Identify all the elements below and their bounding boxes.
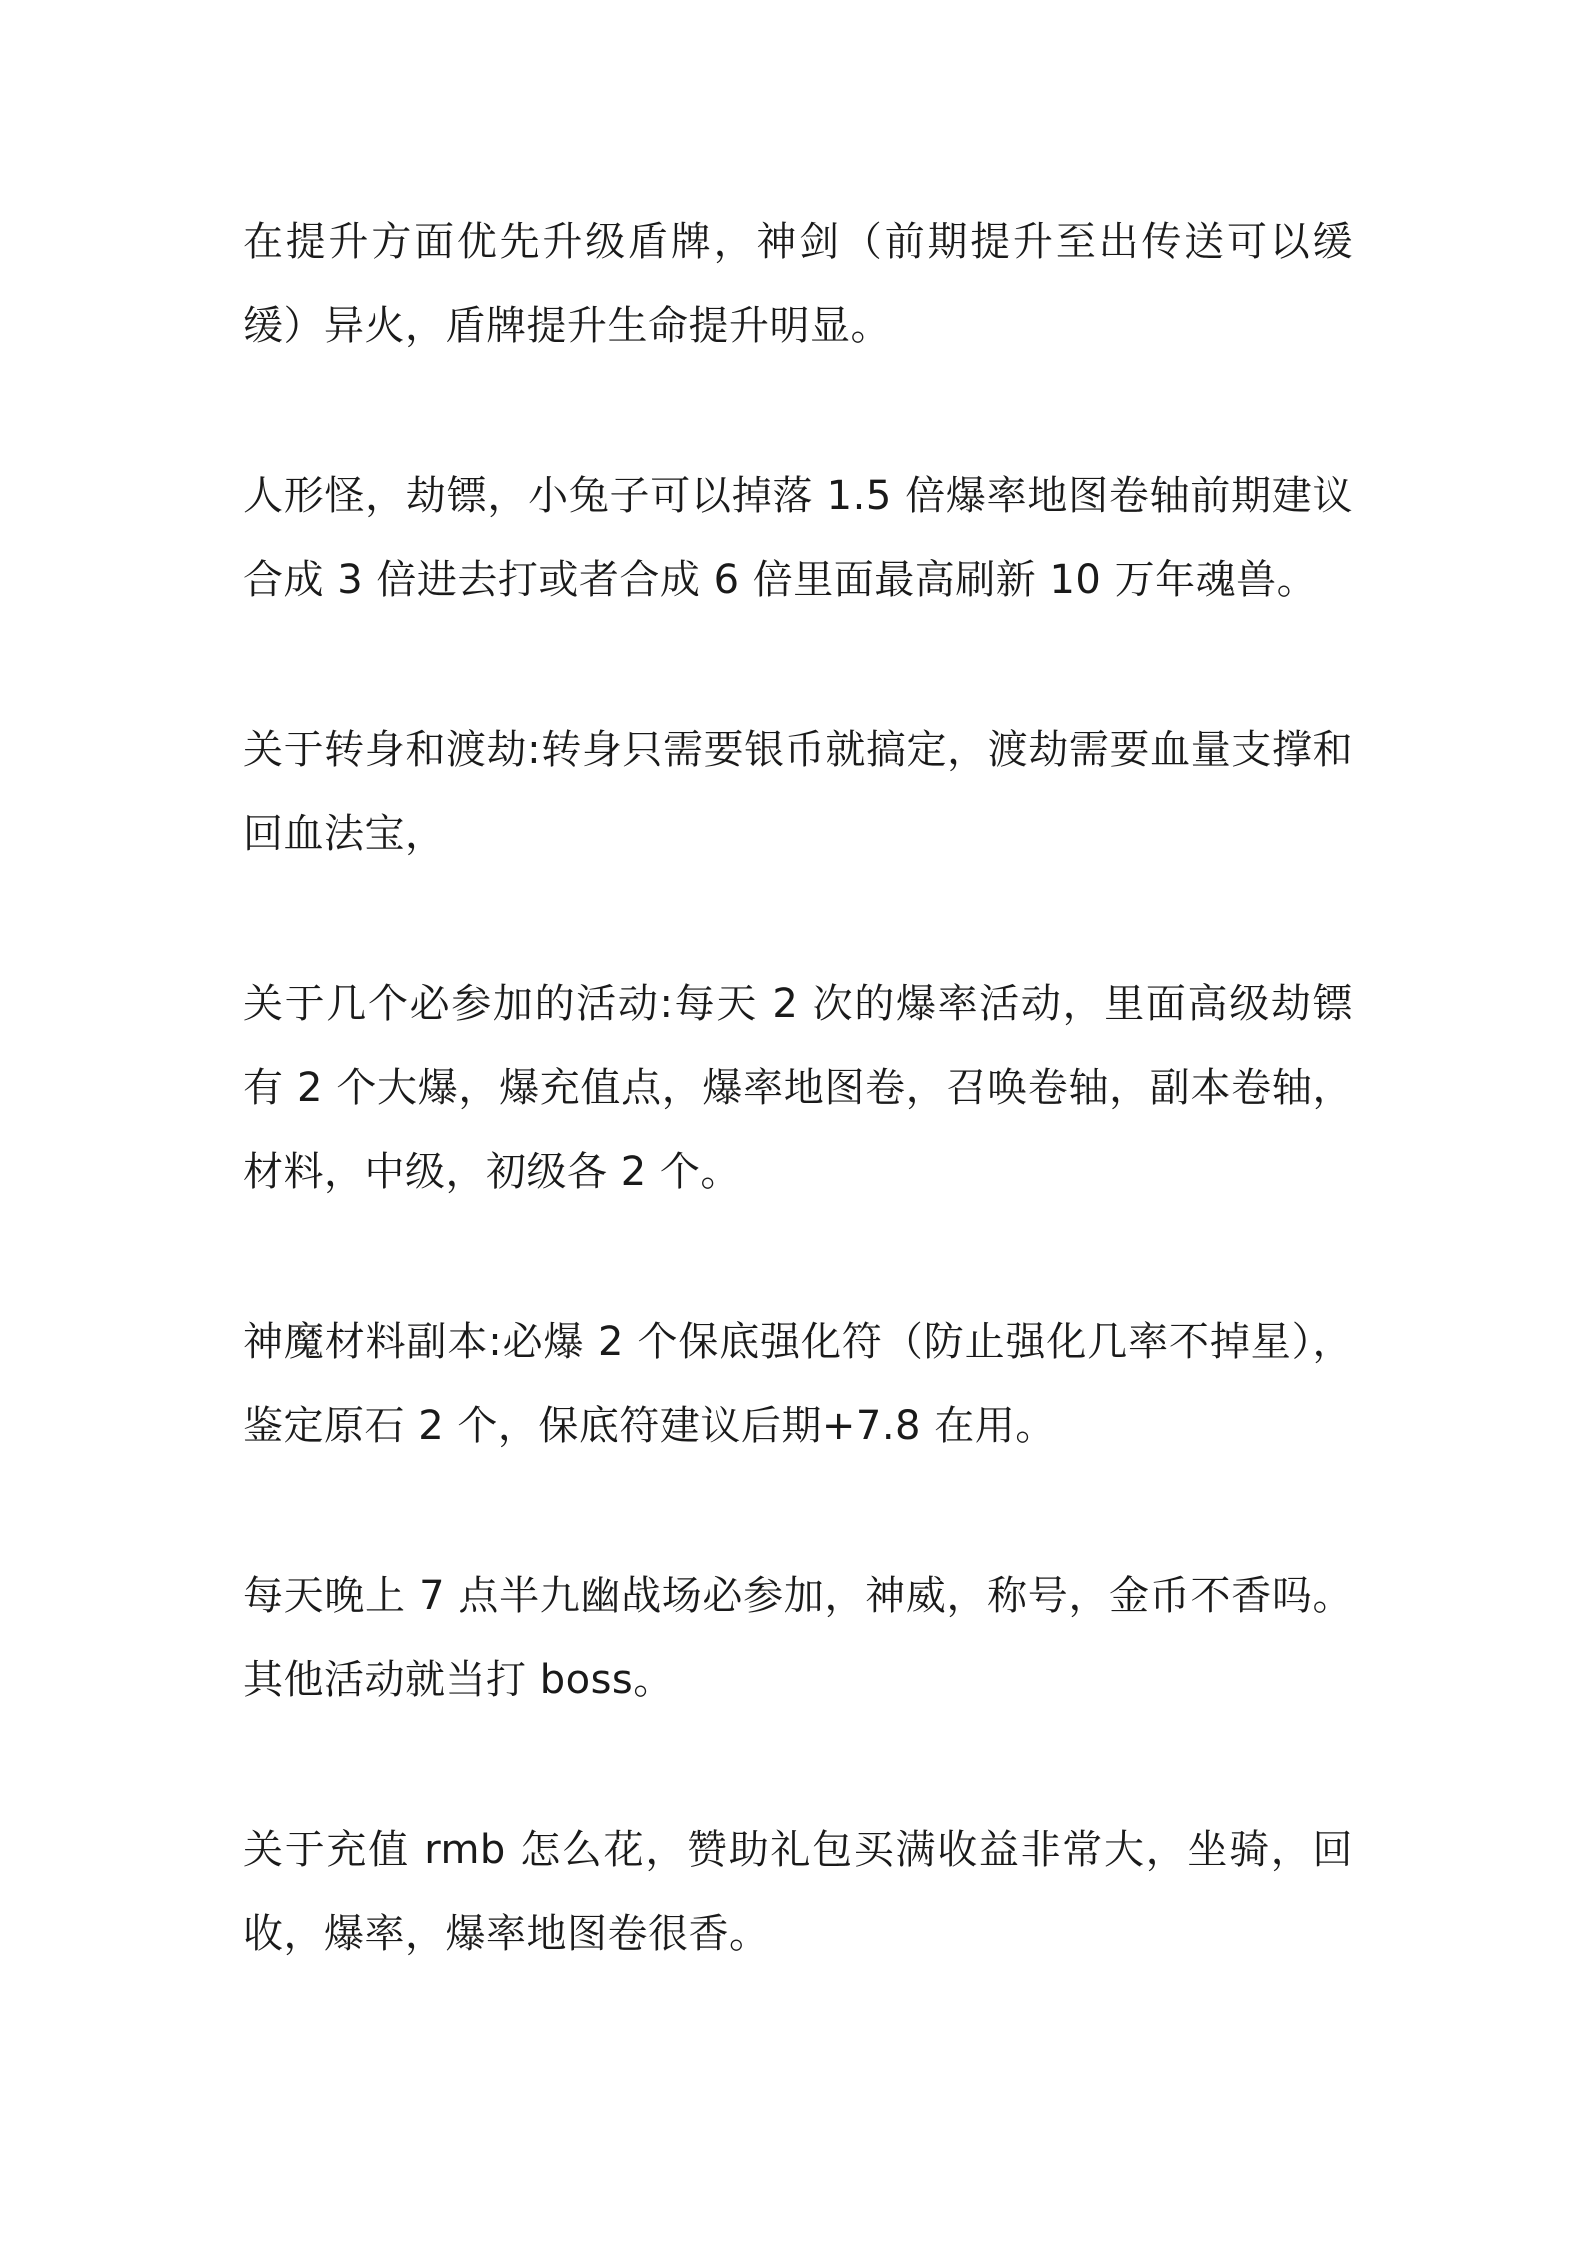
paragraph-material-dungeon: 神魔材料副本:必爆 2 个保底强化符（防止强化几率不掉星），鉴定原石 2 个，保底符建议后期+7.8 在用。 bbox=[243, 1319, 1353, 1449]
paragraph-map-scroll-drops: 人形怪，劫镖，小兔子可以掉落 1.5 倍爆率地图卷轴前期建议合成 3 倍进去打或者合成 6 倍里面最高刷新 10 万年魂兽。 bbox=[243, 473, 1353, 603]
paragraph-nightly-battlefield: 每天晚上 7 点半九幽战场必参加，神威，称号，金币不香吗。其他活动就当打 boss。 bbox=[243, 1573, 1353, 1703]
document-body bbox=[243, 200, 1353, 2062]
paragraph-upgrade-priority: 在提升方面优先升级盾牌，神剑（前期提升至出传送可以缓缓）异火，盾牌提升生命提升明显。 bbox=[243, 219, 1353, 349]
paragraph-rebirth-tribulation: 关于转身和渡劫:转身只需要银币就搞定，渡劫需要血量支撑和回血法宝， bbox=[243, 727, 1353, 857]
paragraph-daily-events: 关于几个必参加的活动:每天 2 次的爆率活动，里面高级劫镖有 2 个大爆，爆充值点，爆率地图卷，召唤卷轴，副本卷轴，材料，中级，初级各 2 个。 bbox=[243, 981, 1353, 1195]
paragraph-recharge-advice: 关于充值 rmb 怎么花，赞助礼包买满收益非常大，坐骑，回收，爆率，爆率地图卷很香。 bbox=[243, 1827, 1353, 1957]
